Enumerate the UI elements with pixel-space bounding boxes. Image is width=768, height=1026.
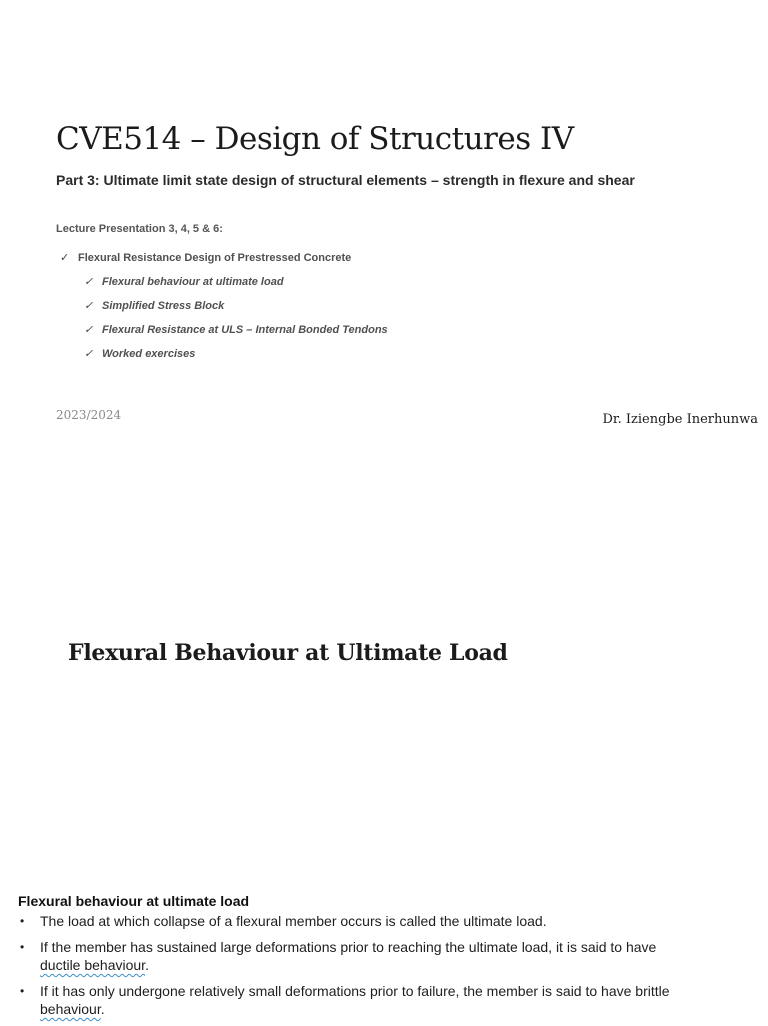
title-slide: [0, 0, 768, 460]
list-item-text-end: .: [100, 1001, 105, 1017]
outline-item-label: Worked exercises: [102, 348, 196, 360]
outline-list: [60, 250, 388, 370]
annotated-term: behaviour: [40, 1001, 101, 1017]
list-item-text: If the member has sustained large deformations prior to reaching the ultimate load, it is said to have: [40, 939, 657, 955]
content-heading: Flexural behaviour at ultimate load: [18, 893, 250, 909]
list-item: [20, 912, 680, 930]
course-title: CVE514 – Design of Structures IV: [56, 120, 574, 157]
checkmark-icon: ✓: [84, 276, 94, 288]
bullet-list: [20, 912, 680, 1026]
list-item-text-end: .: [145, 957, 149, 973]
outline-item-label: Flexural Resistance at ULS – Internal Bonded Tendons: [102, 324, 388, 336]
outline-item: [60, 322, 388, 346]
list-item: [20, 982, 680, 1018]
list-item-text: If it has only undergone relatively small deformations prior to failure, the member is said to have brittle: [40, 983, 670, 999]
author-name: Dr. Iziengbe Inerhunwa: [602, 412, 758, 427]
lecture-heading: Lecture Presentation 3, 4, 5 & 6:: [56, 223, 223, 235]
checkmark-icon: ✓: [84, 348, 94, 360]
checkmark-icon: ✓: [84, 300, 94, 312]
annotated-term: ductile behaviour: [40, 957, 146, 973]
list-item-text: The load at which collapse of a flexural member occurs is called the ultimate load.: [40, 913, 547, 929]
outline-item: [60, 274, 388, 298]
academic-year: 2023/2024: [56, 408, 122, 422]
outline-item-label: Flexural behaviour at ultimate load: [102, 276, 284, 288]
list-item: [20, 938, 680, 974]
outline-item-label: Flexural Resistance Design of Prestressed Concrete: [78, 252, 352, 264]
section-title: Flexural Behaviour at Ultimate Load: [68, 640, 508, 667]
bullet-icon: •: [20, 940, 25, 954]
checkmark-icon: ✓: [60, 252, 70, 264]
bullet-icon: •: [20, 914, 25, 928]
outline-item: [60, 346, 388, 370]
part-title: Part 3: Ultimate limit state design of structural elements – strength in flexure and shear: [56, 172, 635, 188]
content-slide: [0, 860, 768, 1024]
outline-item: [60, 298, 388, 322]
outline-item-label: Simplified Stress Block: [102, 300, 225, 312]
outline-item: [60, 250, 388, 274]
bullet-icon: •: [20, 984, 25, 998]
checkmark-icon: ✓: [84, 324, 94, 336]
section-title-slide: [0, 460, 768, 860]
